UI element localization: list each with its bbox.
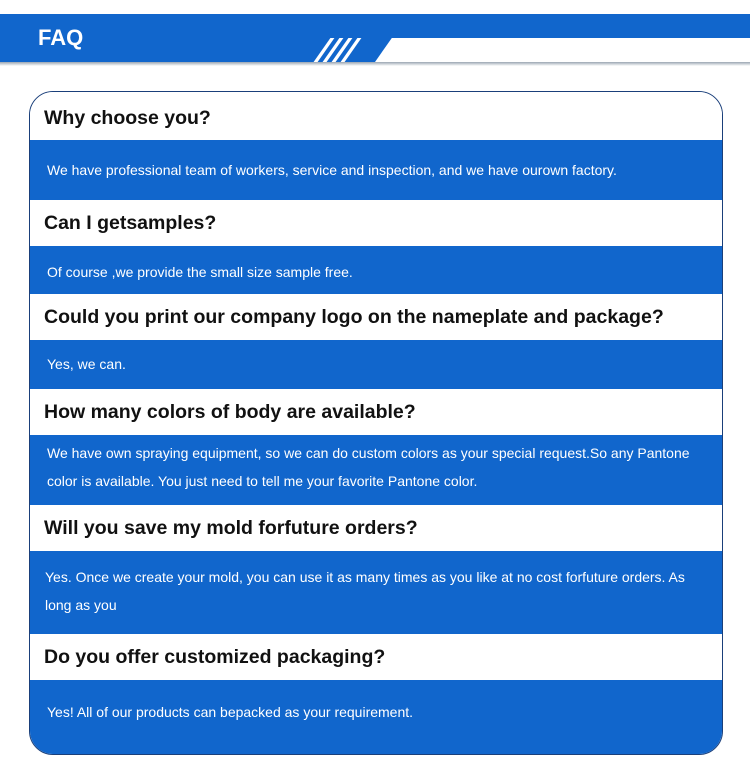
faq-question: Why choose you? xyxy=(44,107,211,129)
header-white-band xyxy=(375,38,750,62)
faq-answer-row xyxy=(30,140,722,200)
faq-question: Do you offer customized packaging? xyxy=(44,646,386,668)
faq-question: Will you save my mold forfuture orders? xyxy=(44,517,418,539)
faq-question-row xyxy=(30,389,722,435)
faq-question-row xyxy=(30,634,722,680)
faq-answer-row xyxy=(30,246,722,294)
faq-answer-row xyxy=(30,680,722,754)
header-shadow xyxy=(0,62,750,66)
faq-answer: Yes. Once we create your mold, you can use it as many times as you like at no cost forfuture orders. As long as you xyxy=(45,569,685,613)
faq-panel xyxy=(29,91,723,755)
faq-question-row xyxy=(30,200,722,246)
faq-question-row xyxy=(30,505,722,551)
page-title: FAQ xyxy=(38,25,84,50)
faq-answer: We have own spraying equipment, so we can do custom colors as your special request.So any Pantone color is available. You just need to tell me your favorite Pantone color. xyxy=(47,445,690,489)
faq-question: Could you print our company logo on the nameplate and package? xyxy=(44,306,664,328)
faq-answer-row xyxy=(30,435,722,505)
faq-answer-row xyxy=(30,551,722,634)
faq-answer-row xyxy=(30,340,722,389)
faq-answer: Yes, we can. xyxy=(47,356,126,372)
faq-header xyxy=(0,0,750,70)
faq-answer: Of course ,we provide the small size sample free. xyxy=(47,264,353,280)
faq-answer: We have professional team of workers, service and inspection, and we have ourown factory. xyxy=(47,162,617,178)
faq-question: Can I getsamples? xyxy=(44,212,217,234)
faq-question-row xyxy=(30,294,722,340)
faq-question-row xyxy=(30,92,722,140)
faq-question: How many colors of body are available? xyxy=(44,401,416,423)
faq-answer: Yes! All of our products can bepacked as your requirement. xyxy=(47,704,414,720)
